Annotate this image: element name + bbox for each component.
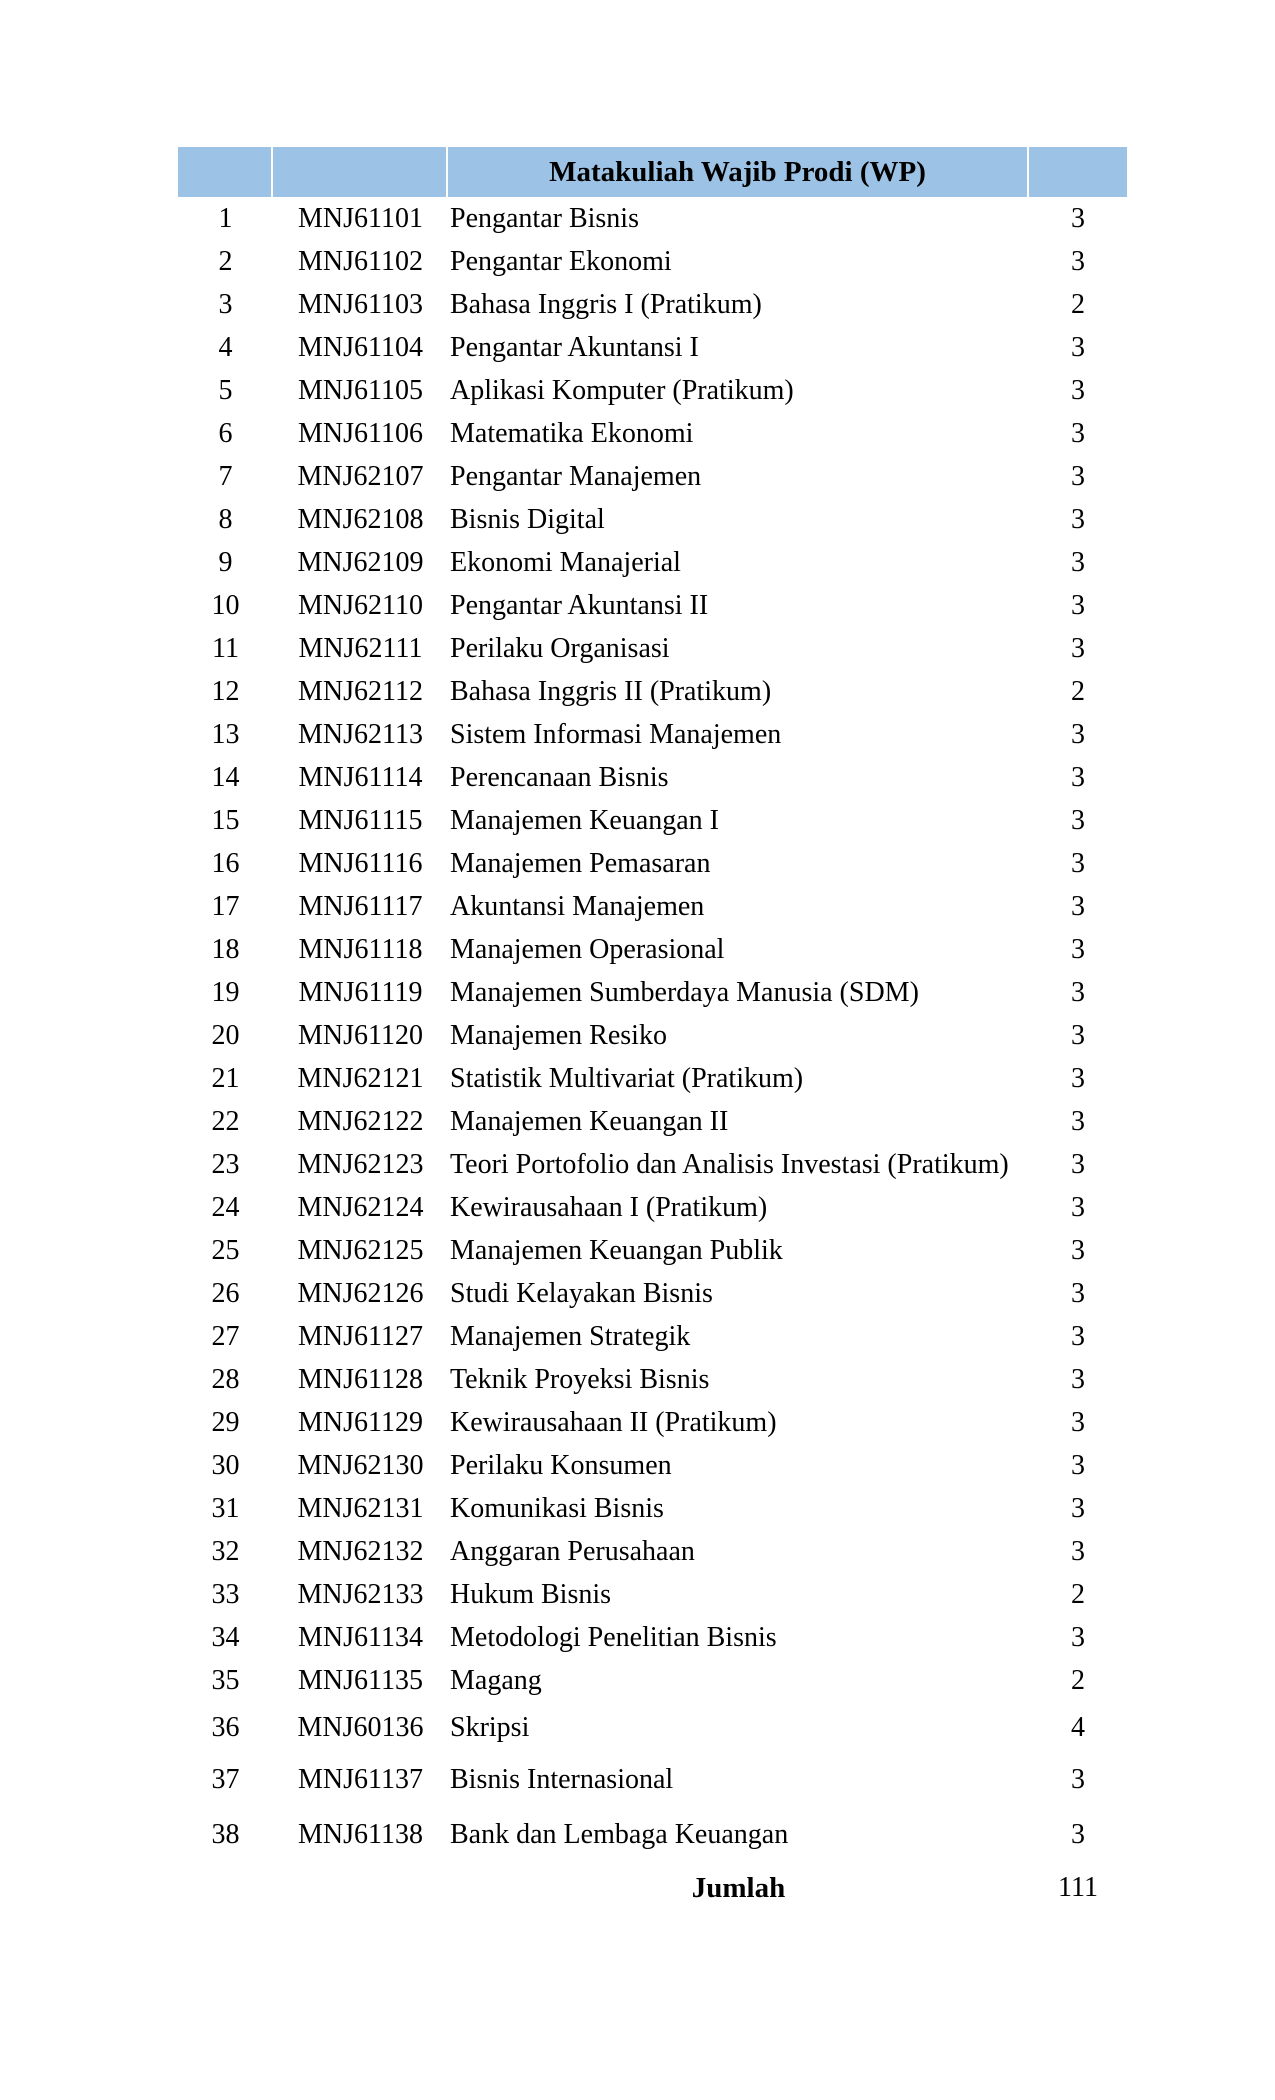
course-name-cell: Bahasa Inggris I (Pratikum) (450, 288, 762, 320)
credits-cell: 3 (1071, 546, 1085, 578)
course-name-cell: Perencanaan Bisnis (450, 761, 669, 793)
table-row (178, 1186, 1127, 1229)
table-row (178, 670, 1127, 713)
credits-cell: 3 (1071, 1191, 1085, 1223)
header-cell-number (178, 147, 273, 197)
course-table (178, 147, 1127, 1913)
table-row (178, 1100, 1127, 1143)
row-number-cell: 27 (211, 1320, 240, 1352)
row-number-cell: 10 (211, 589, 240, 621)
row-number-cell: 15 (211, 804, 240, 836)
table-row (178, 369, 1127, 412)
course-name-cell: Matematika Ekonomi (450, 417, 694, 449)
credits-cell: 3 (1071, 718, 1085, 750)
credits-cell: 3 (1071, 632, 1085, 664)
table-row (178, 1229, 1127, 1272)
table-row (178, 283, 1127, 326)
course-code-cell: MNJ62123 (297, 1148, 424, 1180)
table-row (178, 1659, 1127, 1702)
row-number-cell: 13 (211, 718, 240, 750)
course-name-cell: Kewirausahaan II (Pratikum) (450, 1406, 777, 1438)
credits-cell: 3 (1071, 1535, 1085, 1567)
credits-cell: 3 (1071, 933, 1085, 965)
table-row (178, 1315, 1127, 1358)
table-row (178, 928, 1127, 971)
course-name-cell: Pengantar Akuntansi II (450, 589, 709, 621)
credits-cell: 3 (1071, 1764, 1085, 1795)
course-code-cell: MNJ62131 (297, 1492, 424, 1524)
course-name-cell: Bisnis Internasional (450, 1764, 674, 1795)
course-name-cell: Skripsi (450, 1711, 530, 1743)
course-code-cell: MNJ62112 (298, 675, 423, 707)
table-row (178, 1014, 1127, 1057)
course-name-cell: Perilaku Organisasi (450, 632, 670, 664)
table-row (178, 799, 1127, 842)
row-number-cell: 26 (211, 1277, 240, 1309)
course-code-cell: MNJ62133 (297, 1578, 424, 1610)
table-row (178, 1272, 1127, 1315)
row-number-cell: 32 (211, 1535, 240, 1567)
credits-cell: 2 (1071, 675, 1085, 707)
course-code-cell: MNJ61117 (298, 890, 423, 922)
course-code-cell: MNJ62110 (298, 589, 423, 621)
course-code-cell: MNJ62121 (297, 1062, 424, 1094)
row-number-cell: 25 (211, 1234, 240, 1266)
credits-cell: 3 (1071, 761, 1085, 793)
course-name-cell: Bank dan Lembaga Keuangan (450, 1819, 789, 1850)
course-name-cell: Statistik Multivariat (Pratikum) (450, 1062, 804, 1094)
course-name-cell: Pengantar Ekonomi (450, 245, 672, 277)
course-name-cell: Ekonomi Manajerial (450, 546, 681, 578)
course-name-cell: Hukum Bisnis (450, 1578, 612, 1610)
row-number-cell: 2 (218, 245, 233, 277)
row-number-cell: 4 (218, 331, 233, 363)
row-number-cell: 14 (211, 761, 240, 793)
course-code-cell: MNJ61102 (298, 245, 423, 277)
course-code-cell: MNJ61105 (298, 374, 423, 406)
course-code-cell: MNJ62125 (297, 1234, 424, 1266)
row-number-cell: 17 (211, 890, 240, 922)
table-row (178, 756, 1127, 799)
row-number-cell: 19 (211, 976, 240, 1008)
table-row (178, 1753, 1127, 1807)
credits-cell: 3 (1071, 460, 1085, 492)
table-row (178, 1401, 1127, 1444)
course-code-cell: MNJ61119 (298, 976, 423, 1008)
table-row (178, 412, 1127, 455)
course-code-cell: MNJ61103 (298, 288, 423, 320)
table-row (178, 1530, 1127, 1573)
row-number-cell: 21 (211, 1062, 240, 1094)
course-name-cell: Pengantar Akuntansi I (450, 331, 699, 363)
row-number-cell: 29 (211, 1406, 240, 1438)
course-code-cell: MNJ60136 (297, 1711, 424, 1743)
course-code-cell: MNJ61101 (298, 202, 423, 234)
credits-cell: 3 (1071, 1819, 1085, 1850)
course-code-cell: MNJ62113 (298, 718, 423, 750)
course-name-cell: Manajemen Keuangan II (450, 1105, 729, 1137)
row-number-cell: 37 (211, 1764, 240, 1795)
row-number-cell: 9 (218, 546, 233, 578)
credits-cell: 3 (1071, 1406, 1085, 1438)
course-name-cell: Manajemen Sumberdaya Manusia (SDM) (450, 976, 919, 1008)
row-number-cell: 7 (218, 460, 233, 492)
course-code-cell: MNJ62109 (297, 546, 424, 578)
table-row (178, 326, 1127, 369)
table-row (178, 1487, 1127, 1530)
course-name-cell: Sistem Informasi Manajemen (450, 718, 782, 750)
credits-cell: 3 (1071, 1320, 1085, 1352)
course-code-cell: MNJ62108 (297, 503, 424, 535)
credits-cell: 3 (1071, 1492, 1085, 1524)
table-row (178, 240, 1127, 283)
row-number-cell: 38 (211, 1819, 240, 1850)
table-row (178, 1143, 1127, 1186)
course-name-cell: Manajemen Keuangan I (450, 804, 719, 836)
course-name-cell: Perilaku Konsumen (450, 1449, 672, 1481)
credits-cell: 3 (1071, 890, 1085, 922)
row-number-cell: 31 (211, 1492, 240, 1524)
course-name-cell: Manajemen Operasional (450, 933, 725, 965)
table-row (178, 971, 1127, 1014)
course-name-cell: Manajemen Keuangan Publik (450, 1234, 783, 1266)
row-number-cell: 34 (211, 1621, 240, 1653)
row-number-cell: 6 (218, 417, 233, 449)
row-number-cell: 18 (211, 933, 240, 965)
course-code-cell: MNJ61115 (298, 804, 423, 836)
total-label: Jumlah (691, 1871, 786, 1904)
credits-cell: 3 (1071, 331, 1085, 363)
row-number-cell: 5 (218, 374, 233, 406)
table-row (178, 885, 1127, 928)
course-name-cell: Aplikasi Komputer (Pratikum) (450, 374, 794, 406)
credits-cell: 3 (1071, 1019, 1085, 1051)
credits-cell: 2 (1071, 1578, 1085, 1610)
credits-cell: 3 (1071, 202, 1085, 234)
credits-cell: 3 (1071, 503, 1085, 535)
course-code-cell: MNJ62130 (297, 1449, 424, 1481)
row-number-cell: 28 (211, 1363, 240, 1395)
course-name-cell: Teknik Proyeksi Bisnis (450, 1363, 710, 1395)
credits-cell: 3 (1071, 374, 1085, 406)
table-row (178, 1807, 1127, 1863)
credits-cell: 3 (1071, 1234, 1085, 1266)
credits-cell: 3 (1071, 847, 1085, 879)
table-row (178, 541, 1127, 584)
row-number-cell: 24 (211, 1191, 240, 1223)
table-row (178, 1358, 1127, 1401)
course-name-cell: Metodologi Penelitian Bisnis (450, 1621, 777, 1653)
total-row (178, 1863, 1127, 1913)
table-title: Matakuliah Wajib Prodi (WP) (549, 155, 926, 188)
course-code-cell: MNJ62124 (297, 1191, 424, 1223)
row-number-cell: 22 (211, 1105, 240, 1137)
course-name-cell: Komunikasi Bisnis (450, 1492, 664, 1524)
course-name-cell: Teori Portofolio dan Analisis Investasi (Pratikum) (450, 1148, 1009, 1180)
credits-cell: 4 (1071, 1711, 1085, 1743)
header-cell-code (273, 147, 448, 197)
row-number-cell: 8 (218, 503, 233, 535)
row-number-cell: 12 (211, 675, 240, 707)
credits-cell: 2 (1071, 1664, 1085, 1696)
table-row (178, 1702, 1127, 1753)
course-code-cell: MNJ61106 (298, 417, 423, 449)
table-row (178, 713, 1127, 756)
course-code-cell: MNJ61137 (298, 1764, 423, 1795)
table-row (178, 1616, 1127, 1659)
table-row (178, 1057, 1127, 1100)
course-code-cell: MNJ61134 (298, 1621, 423, 1653)
course-name-cell: Manajemen Pemasaran (450, 847, 711, 879)
course-code-cell: MNJ61128 (298, 1363, 423, 1395)
course-code-cell: MNJ62122 (297, 1105, 424, 1137)
course-name-cell: Kewirausahaan I (Pratikum) (450, 1191, 768, 1223)
header-cell-title (448, 147, 1029, 197)
table-body (178, 197, 1127, 1863)
row-number-cell: 35 (211, 1664, 240, 1696)
total-value: 111 (1058, 1872, 1098, 1903)
course-code-cell: MNJ61129 (298, 1406, 423, 1438)
row-number-cell: 11 (212, 632, 239, 664)
table-row (178, 197, 1127, 240)
course-code-cell: MNJ61118 (298, 933, 423, 965)
credits-cell: 3 (1071, 1105, 1085, 1137)
table-row (178, 455, 1127, 498)
credits-cell: 3 (1071, 804, 1085, 836)
row-number-cell: 3 (218, 288, 233, 320)
course-code-cell: MNJ62126 (297, 1277, 424, 1309)
table-row (178, 498, 1127, 541)
course-name-cell: Akuntansi Manajemen (450, 890, 705, 922)
course-name-cell: Studi Kelayakan Bisnis (450, 1277, 713, 1309)
credits-cell: 3 (1071, 976, 1085, 1008)
course-name-cell: Pengantar Bisnis (450, 202, 639, 234)
course-code-cell: MNJ61135 (298, 1664, 423, 1696)
course-name-cell: Manajemen Resiko (450, 1019, 667, 1051)
course-code-cell: MNJ61127 (298, 1320, 423, 1352)
course-name-cell: Anggaran Perusahaan (450, 1535, 695, 1567)
credits-cell: 3 (1071, 1148, 1085, 1180)
credits-cell: 2 (1071, 288, 1085, 320)
table-row (178, 842, 1127, 885)
table-row (178, 1444, 1127, 1487)
course-code-cell: MNJ62132 (297, 1535, 424, 1567)
course-name-cell: Pengantar Manajemen (450, 460, 702, 492)
row-number-cell: 16 (211, 847, 240, 879)
credits-cell: 3 (1071, 1621, 1085, 1653)
row-number-cell: 23 (211, 1148, 240, 1180)
course-name-cell: Manajemen Strategik (450, 1320, 691, 1352)
table-header-row (178, 147, 1127, 197)
credits-cell: 3 (1071, 1363, 1085, 1395)
row-number-cell: 1 (218, 202, 233, 234)
course-code-cell: MNJ62107 (297, 460, 424, 492)
table-row (178, 584, 1127, 627)
course-code-cell: MNJ61114 (298, 761, 423, 793)
row-number-cell: 30 (211, 1449, 240, 1481)
credits-cell: 3 (1071, 1062, 1085, 1094)
table-row (178, 627, 1127, 670)
credits-cell: 3 (1071, 1277, 1085, 1309)
course-code-cell: MNJ61104 (298, 331, 423, 363)
course-code-cell: MNJ61116 (298, 847, 423, 879)
course-name-cell: Bisnis Digital (450, 503, 605, 535)
row-number-cell: 20 (211, 1019, 240, 1051)
credits-cell: 3 (1071, 417, 1085, 449)
course-code-cell: MNJ61138 (298, 1819, 423, 1850)
header-cell-credits (1029, 147, 1127, 197)
row-number-cell: 36 (211, 1711, 240, 1743)
credits-cell: 3 (1071, 245, 1085, 277)
course-name-cell: Bahasa Inggris II (Pratikum) (450, 675, 772, 707)
row-number-cell: 33 (211, 1578, 240, 1610)
course-code-cell: MNJ62111 (298, 632, 423, 664)
course-code-cell: MNJ61120 (298, 1019, 423, 1051)
credits-cell: 3 (1071, 589, 1085, 621)
credits-cell: 3 (1071, 1449, 1085, 1481)
course-name-cell: Magang (450, 1664, 542, 1696)
table-row (178, 1573, 1127, 1616)
